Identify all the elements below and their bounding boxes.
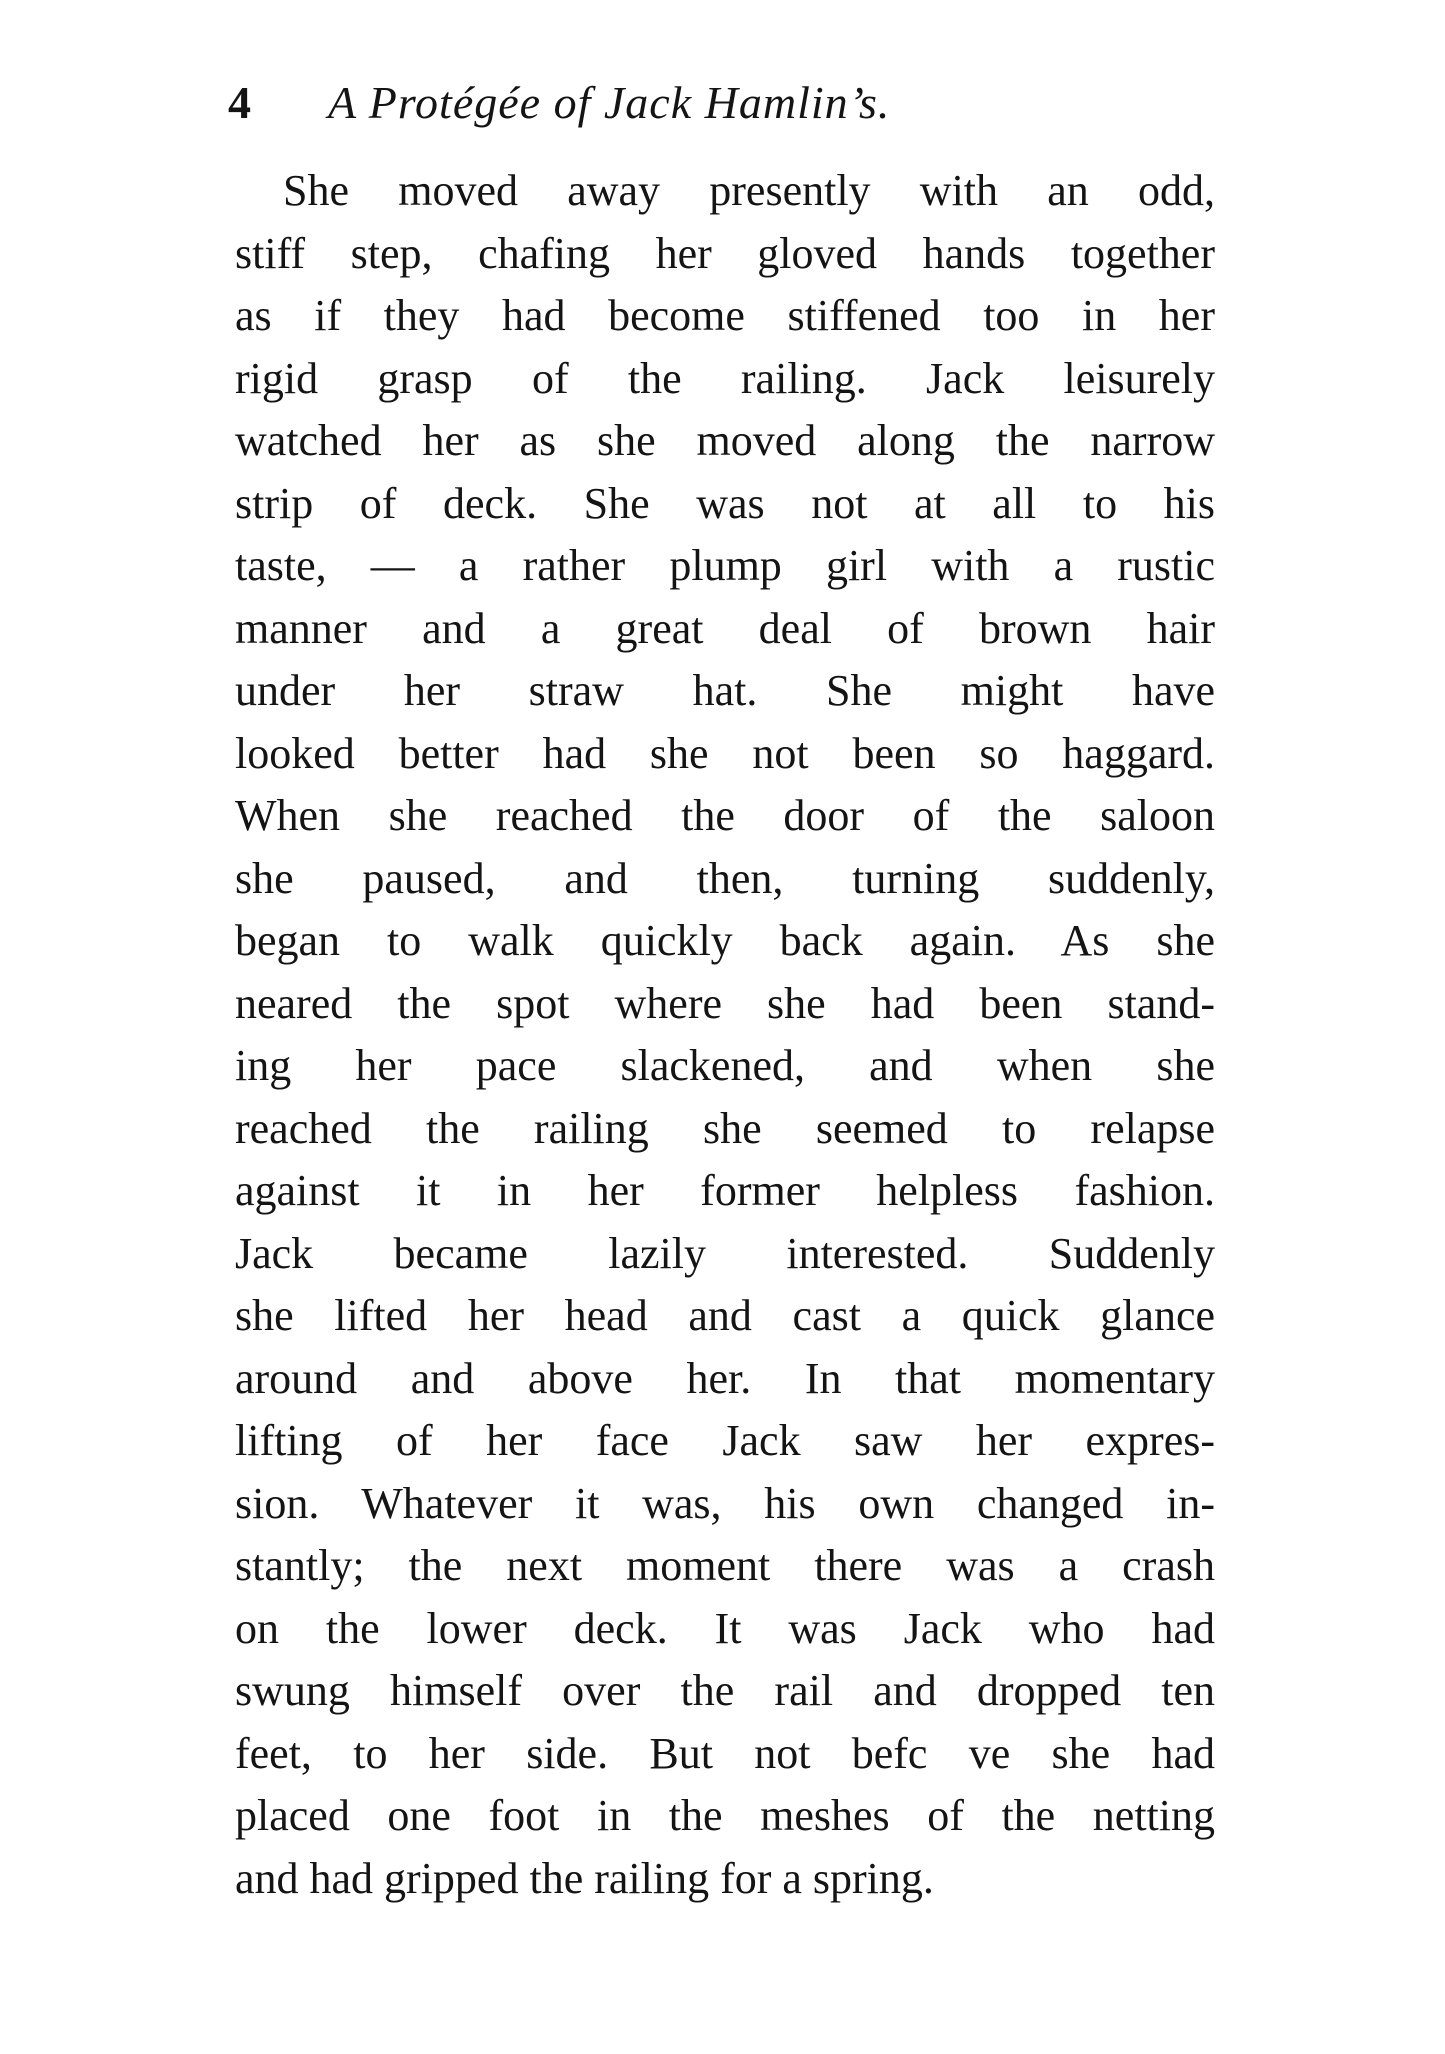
text-line: under her straw hat. She might have — [235, 666, 1215, 715]
text-line: She moved away presently with an odd, — [283, 166, 1215, 215]
text-line: looked better had she not been so haggard. — [235, 728, 1215, 778]
text-line: sion. Whatever it was, his own changed in- — [235, 1478, 1215, 1528]
text-line: stiff step, chafing her gloved hands together — [235, 228, 1215, 278]
text-line: placed one foot in the meshes of the netting — [235, 1791, 1215, 1840]
text-line: manner and a great deal of brown hair — [235, 603, 1215, 653]
page-number: 4 — [228, 77, 251, 128]
text-line: neared the spot where she had been stand- — [235, 978, 1215, 1028]
text-line: ing her pace slackened, and when she — [235, 1041, 1215, 1090]
text-line: swung himself over the rail and dropped ten — [235, 1666, 1215, 1715]
text-line: around and above her. In that momentary — [235, 1353, 1215, 1403]
running-head — [228, 68, 1218, 138]
text-line: stantly; the next moment there was a crash — [235, 1541, 1215, 1590]
text-line: she paused, and then, turning suddenly, — [235, 853, 1215, 903]
text-line: and had gripped the railing for a spring. — [235, 1853, 934, 1903]
text-line: feet, to her side. But not befc ve she had — [235, 1728, 1215, 1778]
text-line: strip of deck. She was not at all to his — [235, 478, 1215, 528]
text-line: as if they had become stiffened too in her — [235, 291, 1215, 340]
body-paragraph — [235, 160, 1215, 1910]
text-line: rigid grasp of the railing. Jack leisurely — [235, 353, 1215, 403]
text-line: began to walk quickly back again. As she — [235, 916, 1215, 965]
text-line: watched her as she moved along the narrow — [235, 416, 1215, 465]
text-line: she lifted her head and cast a quick glance — [235, 1291, 1215, 1340]
text-line: on the lower deck. It was Jack who had — [235, 1603, 1215, 1653]
running-title: A Protégée of Jack Hamlin’s. — [328, 77, 891, 128]
text-line: lifting of her face Jack saw her expres- — [235, 1416, 1215, 1465]
text-line: reached the railing she seemed to relapse — [235, 1103, 1215, 1153]
text-line: When she reached the door of the saloon — [235, 791, 1215, 840]
text-line: against it in her former helpless fashion. — [235, 1166, 1215, 1215]
text-line: Jack became lazily interested. Suddenly — [235, 1228, 1215, 1278]
text-line: taste, — a rather plump girl with a rustic — [235, 541, 1215, 590]
